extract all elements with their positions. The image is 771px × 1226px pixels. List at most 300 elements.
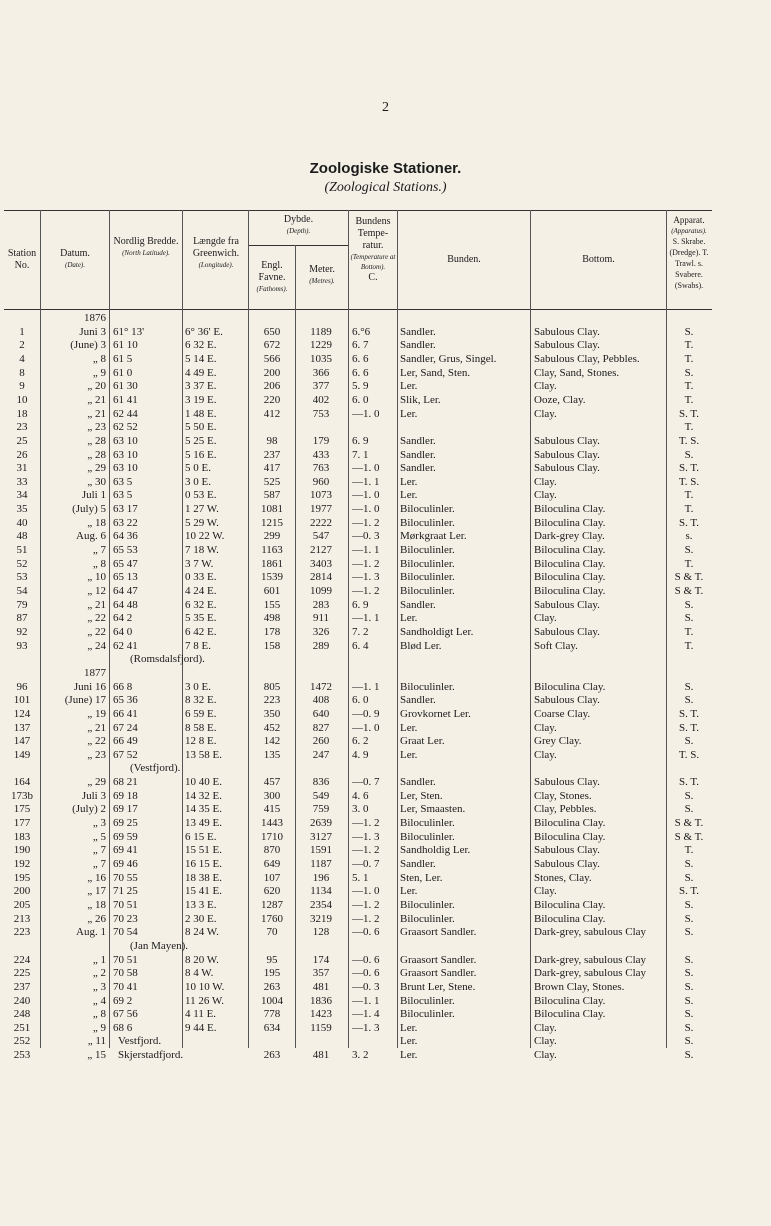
longitude-cell: 10 10 W.	[185, 980, 225, 993]
fathoms-cell: 778	[263, 1008, 281, 1021]
longitude-cell: 14 35 E.	[185, 803, 222, 816]
latitude-cell: 70 41	[113, 980, 138, 993]
bottom-cell: Sabulous Clay.	[534, 844, 600, 857]
station-cell: 34	[16, 489, 28, 502]
latitude-cell: 70 23	[113, 912, 138, 925]
table-row	[0, 558, 771, 571]
table-row	[0, 831, 771, 844]
bottom-cell: Biloculina Clay.	[534, 585, 606, 597]
metres-cell: 1159	[310, 1021, 332, 1034]
date-cell: „ 5	[92, 830, 106, 843]
station-cell: 200	[13, 885, 31, 898]
temperature-cell: 5. 9	[352, 380, 369, 393]
bunden-cell: Sandler.	[400, 339, 436, 352]
table-row	[0, 749, 771, 762]
bottom-cell: Dark-grey Clay.	[534, 530, 605, 543]
bunden-cell: Biloculinler.	[400, 544, 455, 557]
table-row	[0, 544, 771, 557]
latitude-cell: 63 22	[113, 516, 138, 529]
bottom-cell: Sabulous Clay.	[534, 448, 600, 461]
latitude-cell: 67 52	[113, 748, 138, 761]
metres-cell: 763	[312, 462, 330, 475]
bunden-cell: Biloculinler.	[400, 680, 455, 693]
bottom-cell: Biloculina Clay.	[534, 544, 606, 557]
longitude-cell: 9 44 E.	[185, 1021, 217, 1034]
header-metres-label: Meter.	[309, 264, 335, 275]
longitude-cell: 5 0 E.	[185, 462, 211, 475]
apparatus-cell: S.	[684, 1049, 694, 1062]
metres-cell: 174	[312, 953, 330, 966]
apparatus-cell: T. S.	[678, 748, 700, 761]
latitude-cell: 68 21	[113, 776, 138, 789]
date-cell: (June) 17	[64, 694, 106, 707]
latitude-cell: 69 18	[113, 789, 138, 802]
table-row	[0, 626, 771, 639]
table-row	[0, 408, 771, 421]
station-cell: 23	[16, 421, 28, 434]
table-row	[0, 735, 771, 748]
bunden-cell: Graasort Sandler.	[400, 926, 477, 939]
table-row	[0, 913, 771, 926]
date-cell: „ 3	[92, 817, 106, 830]
bunden-cell: Biloculinler.	[400, 557, 455, 570]
header-metres-en: (Metres).	[309, 277, 335, 285]
apparatus-cell: T.	[684, 421, 694, 434]
bottom-cell: Sabulous Clay, Pebbles.	[534, 352, 640, 365]
date-cell: Aug. 6	[76, 530, 106, 543]
header-station-no: No.	[14, 260, 30, 271]
date-cell: „ 28	[87, 448, 106, 461]
temperature-cell: 6. 9	[352, 598, 369, 611]
date-cell: „ 21	[87, 598, 106, 611]
longitude-cell: 3 0 E.	[185, 680, 211, 693]
table-row	[0, 708, 771, 721]
fathoms-cell: 299	[263, 530, 281, 543]
bunden-cell: Graasort Sandler.	[400, 953, 477, 966]
temperature-cell: —1. 2	[352, 912, 380, 925]
metres-cell: 2639	[310, 817, 332, 830]
longitude-cell: 6 32 E.	[185, 598, 217, 611]
longitude-cell: 0 33 E.	[185, 571, 217, 584]
metres-cell: 3219	[310, 912, 332, 925]
metres-cell: 753	[312, 407, 330, 420]
table-row	[0, 435, 771, 448]
fathoms-cell: 263	[263, 980, 281, 993]
apparatus-cell: S.	[684, 366, 694, 379]
temperature-cell: —1. 0	[352, 721, 380, 734]
bottom-cell: Biloculina Clay.	[534, 680, 606, 693]
temperature-cell: 6. 2	[352, 735, 369, 748]
bunden-cell: Ler.	[400, 748, 418, 761]
longitude-cell: 6 15 E.	[185, 830, 217, 843]
table-row	[0, 817, 771, 830]
temperature-cell: 4. 9	[352, 748, 369, 761]
longitude-cell: 4 24 E.	[185, 585, 217, 597]
longitude-cell: 8 32 E.	[185, 694, 217, 707]
longitude-cell: 15 51 E.	[185, 844, 222, 857]
bottom-cell: Clay.	[534, 475, 557, 488]
metres-cell: 2814	[310, 571, 332, 584]
latitude-cell: 69 46	[113, 858, 138, 870]
station-cell: 173b	[11, 789, 33, 802]
bunden-cell: Biloculinler.	[400, 994, 455, 1007]
temperature-cell: —1. 2	[352, 898, 380, 911]
table-row	[0, 1008, 771, 1021]
apparatus-cell: T.	[684, 393, 694, 406]
temperature-cell: —1. 2	[352, 844, 380, 857]
table-row	[0, 694, 771, 707]
bunden-cell: Biloculinler.	[400, 503, 455, 516]
date-cell: (July) 5	[72, 503, 106, 516]
table-row	[0, 367, 771, 380]
temperature-cell: —0. 7	[352, 776, 380, 789]
date-cell: (June) 3	[70, 339, 106, 352]
metres-cell: 960	[312, 475, 330, 488]
location-note: Vestfjord.	[118, 1035, 162, 1048]
metres-cell: 481	[312, 980, 330, 993]
longitude-cell: 3 19 E.	[185, 393, 217, 406]
bottom-cell: Ooze, Clay.	[534, 393, 586, 406]
temperature-cell: —0. 6	[352, 953, 380, 966]
bunden-cell: Sandler.	[400, 448, 436, 461]
fathoms-cell: 1004	[261, 994, 283, 1007]
date-cell: Juli 3	[81, 789, 106, 802]
bottom-cell: Dark-grey, sabulous Clay	[534, 953, 647, 966]
latitude-cell: 65 13	[113, 571, 138, 584]
station-cell: 8	[19, 366, 25, 379]
bunden-cell: Sandler.	[400, 694, 436, 707]
bunden-cell: Sandler.	[400, 598, 436, 611]
station-cell: 26	[16, 448, 28, 461]
apparatus-cell: S. T.	[678, 407, 700, 420]
fathoms-cell: 195	[263, 967, 281, 980]
fathoms-cell: 587	[263, 489, 281, 502]
station-cell: 213	[13, 912, 31, 925]
metres-cell: 1591	[310, 844, 332, 857]
longitude-cell: 7 18 W.	[185, 544, 219, 557]
metres-cell: 1099	[310, 585, 332, 597]
bunden-cell: Ler.	[400, 1021, 418, 1034]
apparatus-cell: S.	[684, 544, 694, 557]
latitude-cell: 64 36	[113, 530, 138, 543]
latitude-cell: 70 58	[113, 967, 138, 980]
header-apparatus-label: Apparat.	[673, 215, 705, 225]
metres-cell: 179	[312, 434, 330, 447]
longitude-cell: 4 49 E.	[185, 366, 217, 379]
apparatus-cell: S.	[684, 967, 694, 980]
temperature-cell: —1. 2	[352, 585, 380, 597]
latitude-cell: 65 47	[113, 557, 138, 570]
bottom-cell: Biloculina Clay.	[534, 557, 606, 570]
bunden-cell: Brunt Ler, Stene.	[400, 980, 476, 993]
bunden-cell: Ler, Smaasten.	[400, 803, 466, 816]
latitude-cell: 61 30	[113, 380, 138, 393]
date-cell: „ 22	[87, 612, 106, 625]
location-note: (Vestfjord).	[130, 762, 181, 775]
station-cell: 87	[16, 612, 28, 625]
location-note: (Jan Mayen).	[130, 939, 189, 952]
longitude-cell: 3 0 E.	[185, 475, 211, 488]
bottom-cell: Biloculina Clay.	[534, 912, 606, 925]
bunden-cell: Ler.	[400, 612, 418, 625]
station-cell: 31	[16, 462, 28, 475]
bottom-cell: Biloculina Clay.	[534, 571, 606, 584]
longitude-cell: 4 11 E.	[185, 1008, 217, 1021]
apparatus-cell: S.	[684, 1008, 694, 1021]
bunden-cell: Biloculinler.	[400, 585, 455, 597]
date-cell: „ 7	[92, 844, 106, 857]
header-fathoms-en: (Fathoms).	[256, 285, 288, 293]
table-row	[0, 517, 771, 530]
table-row	[0, 858, 771, 871]
apparatus-cell: S. T.	[678, 462, 700, 475]
latitude-cell: 63 5	[113, 489, 133, 502]
station-cell: 183	[13, 830, 31, 843]
apparatus-cell: S.	[684, 325, 694, 338]
metres-cell: 1073	[310, 489, 332, 502]
temperature-cell: 6. 9	[352, 434, 369, 447]
bottom-cell: Dark-grey, sabulous Clay	[534, 967, 647, 980]
bottom-cell: Soft Clay.	[534, 639, 578, 652]
bunden-cell: Biloculinler.	[400, 830, 455, 843]
fathoms-cell: 70	[266, 926, 278, 939]
apparatus-cell: S. T.	[678, 516, 700, 529]
header-depth-label: Dybde.	[283, 214, 314, 225]
bottom-cell: Stones, Clay.	[534, 871, 592, 884]
metres-cell: 1134	[310, 885, 332, 898]
bottom-cell: Biloculina Clay.	[534, 817, 606, 830]
temperature-cell: —1. 1	[352, 680, 380, 693]
latitude-cell: 65 36	[113, 694, 138, 707]
apparatus-cell: S & T.	[674, 585, 704, 597]
table-row	[0, 776, 771, 789]
metres-cell: 377	[312, 380, 330, 393]
table-row	[0, 339, 771, 352]
metres-cell: 2354	[310, 898, 332, 911]
fathoms-cell: 220	[263, 393, 281, 406]
metres-cell: 196	[312, 871, 330, 884]
bunden-cell: Biloculinler.	[400, 898, 455, 911]
bottom-cell: Clay.	[534, 612, 557, 625]
fathoms-cell: 95	[266, 953, 278, 966]
date-cell: „ 22	[87, 735, 106, 748]
date-cell: „ 29	[87, 776, 106, 789]
bottom-cell: Brown Clay, Stones.	[534, 980, 625, 993]
fathoms-cell: 98	[266, 434, 278, 447]
metres-cell: 836	[312, 776, 330, 789]
latitude-cell: 70 54	[113, 926, 138, 939]
longitude-cell: 8 24 W.	[185, 926, 219, 939]
header-bunden-label: Bunden.	[447, 254, 481, 265]
header-apparatus-keys: S. Skrabe. (Dredge). T. Trawl. s. Svabere. (Swabs).	[669, 237, 709, 290]
apparatus-cell: S.	[684, 680, 694, 693]
date-cell: „ 9	[92, 366, 106, 379]
latitude-cell: 70 51	[113, 898, 138, 911]
date-cell: „ 8	[92, 1008, 106, 1021]
fathoms-cell: 650	[263, 325, 281, 338]
apparatus-cell: T.	[684, 503, 694, 516]
temperature-cell: —0. 7	[352, 858, 380, 870]
metres-cell: 2222	[310, 516, 332, 529]
station-cell: 2	[19, 339, 25, 352]
bunden-cell: Biloculinler.	[400, 516, 455, 529]
metres-cell: 128	[312, 926, 330, 939]
temperature-cell: —0. 9	[352, 707, 380, 720]
latitude-cell: 71 25	[113, 885, 138, 898]
latitude-cell: 61 0	[113, 366, 133, 379]
fathoms-cell: 417	[263, 462, 281, 475]
date-cell: „ 4	[92, 994, 106, 1007]
header-fathoms-label: Engl. Favne.	[258, 260, 286, 283]
apparatus-cell: T.	[684, 489, 694, 502]
metres-cell: 402	[312, 393, 330, 406]
apparatus-cell: S.	[684, 980, 694, 993]
apparatus-cell: S.	[684, 448, 694, 461]
date-cell: 1876	[84, 312, 106, 324]
table-row	[0, 380, 771, 393]
table-row	[0, 899, 771, 912]
longitude-cell: 5 50 E.	[185, 421, 217, 434]
fathoms-cell: 498	[263, 612, 281, 625]
station-cell: 10	[16, 393, 28, 406]
fathoms-cell: 155	[263, 598, 281, 611]
bottom-cell: Biloculina Clay.	[534, 516, 606, 529]
longitude-cell: 13 49 E.	[185, 817, 222, 830]
metres-cell: 759	[312, 803, 330, 816]
metres-cell: 1189	[310, 325, 332, 338]
table-row	[0, 681, 771, 694]
table-row	[0, 612, 771, 625]
metres-cell: 247	[312, 748, 330, 761]
longitude-cell: 0 53 E.	[185, 489, 217, 502]
station-cell: 252	[13, 1035, 31, 1048]
bunden-cell: Ler.	[400, 885, 418, 898]
temperature-cell: 6.°6	[352, 325, 371, 338]
station-cell: 48	[16, 530, 28, 543]
apparatus-cell: S.	[684, 735, 694, 748]
temperature-cell: —0. 3	[352, 530, 380, 543]
temperature-cell: —1. 3	[352, 571, 380, 584]
latitude-cell: 61 5	[113, 352, 133, 365]
latitude-cell: 66 49	[113, 735, 138, 748]
apparatus-cell: S & T.	[674, 817, 704, 830]
longitude-cell: 6 32 E.	[185, 339, 217, 352]
fathoms-cell: 1539	[261, 571, 283, 584]
station-cell: 251	[13, 1021, 31, 1034]
metres-cell: 326	[312, 625, 330, 638]
metres-cell: 547	[312, 530, 330, 543]
station-cell: 177	[13, 817, 31, 830]
latitude-cell: 68 6	[113, 1021, 133, 1034]
fathoms-cell: 620	[263, 885, 281, 898]
fathoms-cell: 457	[263, 776, 281, 789]
temperature-cell: 3. 2	[352, 1049, 369, 1062]
table-row	[0, 476, 771, 489]
temperature-cell: —1. 1	[352, 612, 380, 625]
station-cell: 9	[19, 380, 25, 393]
longitude-cell: 7 8 E.	[185, 639, 211, 652]
date-cell: „ 9	[92, 1021, 106, 1034]
bunden-cell: Ler.	[400, 489, 418, 502]
table-row	[0, 421, 771, 434]
latitude-cell: 63 10	[113, 434, 138, 447]
bottom-cell: Biloculina Clay.	[534, 898, 606, 911]
bottom-cell: Clay, Sand, Stones.	[534, 366, 620, 379]
latitude-cell: 64 47	[113, 585, 138, 597]
bottom-cell: Clay.	[534, 885, 557, 898]
longitude-cell: 14 32 E.	[185, 789, 222, 802]
longitude-cell: 16 15 E.	[185, 858, 222, 870]
bunden-cell: Sandler.	[400, 434, 436, 447]
temperature-cell: —1. 2	[352, 516, 380, 529]
temperature-cell: —0. 6	[352, 926, 380, 939]
fathoms-cell: 1443	[261, 817, 283, 830]
metres-cell: 1187	[310, 858, 332, 870]
apparatus-cell: T. S.	[678, 475, 700, 488]
bottom-cell: Dark-grey, sabulous Clay	[534, 926, 647, 939]
location-note: (Romsdalsfjord).	[130, 653, 205, 666]
bunden-cell: Sandler.	[400, 462, 436, 475]
longitude-cell: 2 30 E.	[185, 912, 217, 925]
apparatus-cell: T.	[684, 639, 694, 652]
station-cell: 192	[13, 858, 31, 870]
date-cell: „ 21	[87, 407, 106, 420]
bottom-cell: Sabulous Clay.	[534, 462, 600, 475]
table-row	[0, 803, 771, 816]
table-row	[0, 326, 771, 339]
bottom-cell: Biloculina Clay.	[534, 994, 606, 1007]
longitude-cell: 15 41 E.	[185, 885, 222, 898]
fathoms-cell: 1760	[261, 912, 283, 925]
station-cell: 92	[16, 625, 28, 638]
date-cell: „ 7	[92, 544, 106, 557]
bunden-cell: Ler.	[400, 380, 418, 393]
temperature-cell: 6. 6	[352, 366, 369, 379]
bottom-cell: Clay, Pebbles.	[534, 803, 597, 816]
bottom-cell: Clay, Stones.	[534, 789, 592, 802]
header-date-en: (Date).	[64, 261, 86, 269]
longitude-cell: 6 42 E.	[185, 625, 217, 638]
apparatus-cell: s.	[685, 530, 693, 543]
table-row	[0, 1022, 771, 1035]
station-cell: 52	[16, 557, 28, 570]
fathoms-cell: 158	[263, 639, 281, 652]
metres-cell: 1035	[310, 352, 332, 365]
latitude-cell: 70 55	[113, 871, 138, 884]
bottom-cell: Clay.	[534, 489, 557, 502]
table-row	[0, 503, 771, 516]
metres-cell: 481	[312, 1049, 330, 1062]
metres-cell: 1229	[310, 339, 332, 352]
station-cell: 96	[16, 680, 28, 693]
table-row	[0, 967, 771, 980]
metres-cell: 408	[312, 694, 330, 707]
station-cell: 205	[13, 898, 31, 911]
header-station-label: Station	[7, 248, 37, 259]
station-cell: 253	[13, 1049, 31, 1062]
date-cell: „ 2	[92, 967, 106, 980]
table-row	[0, 599, 771, 612]
header-date-label: Datum.	[60, 248, 90, 259]
apparatus-cell: S.	[684, 926, 694, 939]
longitude-cell: 1 48 E.	[185, 407, 217, 420]
longitude-cell: 5 14 E.	[185, 352, 217, 365]
latitude-cell: 69 41	[113, 844, 138, 857]
header-bottom-label: Bottom.	[582, 254, 615, 265]
station-cell: 175	[13, 803, 31, 816]
temperature-cell: 6. 0	[352, 694, 369, 707]
longitude-cell: 5 25 E.	[185, 434, 217, 447]
